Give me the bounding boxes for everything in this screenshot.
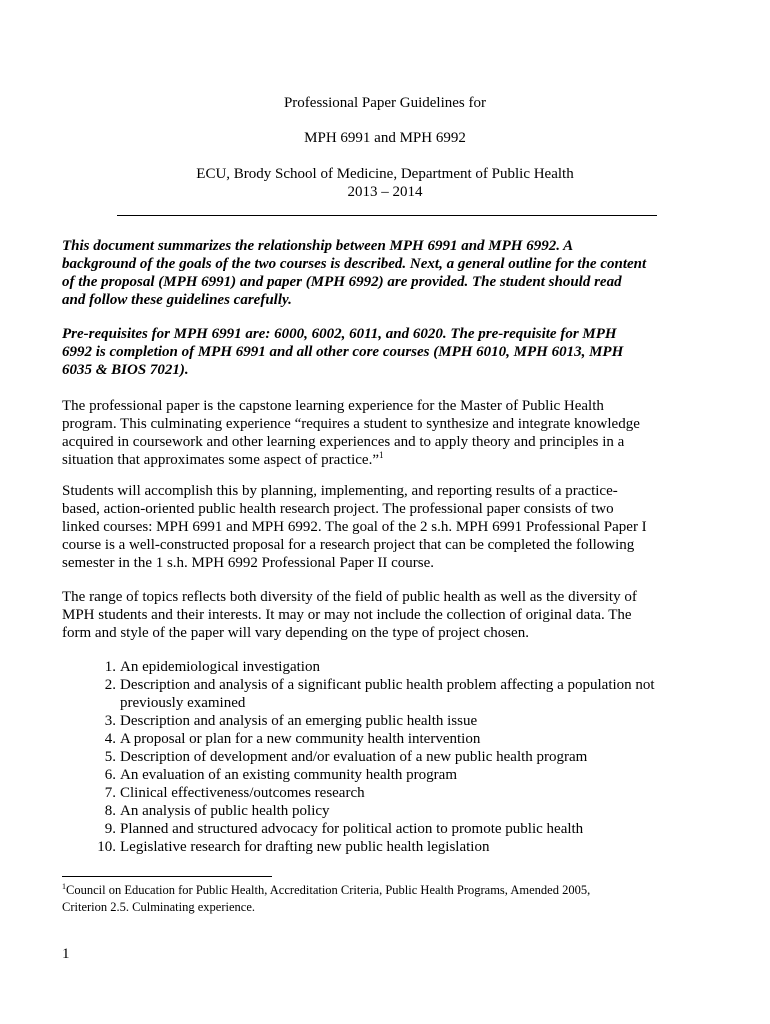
academic-years: 2013 – 2014 [347, 184, 423, 200]
intro-paragraph [62, 397, 688, 469]
list-item-number: 3. [104, 713, 116, 729]
list-item [62, 676, 688, 712]
list-item-text-continued: previously examined [120, 695, 246, 711]
prerequisites-paragraph [62, 325, 688, 379]
list-item-text: Description of development and/or evaluation of a new public health program [120, 749, 588, 765]
footnote [62, 882, 702, 916]
footnote-reference: 1 [378, 450, 384, 460]
list-item-number: 10. [97, 839, 116, 855]
students-paragraph [62, 482, 688, 572]
intro-line: The professional paper is the capstone learning experience for the Master of Public Health [62, 398, 604, 414]
intro-line [62, 451, 688, 469]
intro-line: program. This culminating experience “requires a student to synthesize and integrate knowledge [62, 416, 640, 432]
list-item-number: 4. [104, 731, 116, 747]
summary-line: and follow these guidelines carefully. [62, 292, 292, 308]
list-item [62, 784, 688, 802]
list-item-number: 5. [104, 749, 116, 765]
prerequisites-line: 6035 & BIOS 7021). [62, 362, 189, 378]
list-item-text: Clinical effectiveness/outcomes research [120, 785, 365, 801]
list-item [62, 730, 688, 748]
range-line: MPH students and their interests. It may or may not include the collection of original data. The [62, 607, 632, 623]
list-item-text: An evaluation of an existing community health program [120, 767, 458, 783]
list-item [62, 766, 688, 784]
list-item-text: An analysis of public health policy [120, 803, 330, 819]
summary-line: of the proposal (MPH 6991) and paper (MPH 6992) are provided. The student should read [62, 274, 622, 290]
list-item [62, 712, 688, 730]
list-item [62, 838, 688, 856]
footnote-line-1 [62, 882, 702, 899]
list-item-text: Planned and structured advocacy for political action to promote public health [120, 821, 584, 837]
title-line-1: Professional Paper Guidelines for [283, 95, 487, 111]
list-item-text: An epidemiological investigation [120, 659, 320, 675]
title-line-2: MPH 6991 and MPH 6992 [304, 130, 466, 146]
list-item-text: Description and analysis of an emerging public health issue [120, 713, 478, 729]
header-divider [117, 215, 657, 216]
list-item [62, 820, 688, 838]
prerequisites-line: 6992 is completion of MPH 6991 and all other core courses (MPH 6010, MPH 6013, MPH [62, 344, 624, 360]
list-item-number: 9. [104, 821, 116, 837]
students-line: based, action-oriented public health research project. The professional paper consists of two [62, 501, 614, 517]
page-number: 1 [62, 946, 70, 962]
students-line: Students will accomplish this by planning, implementing, and reporting results of a practice- [62, 483, 618, 499]
footnote-text: Council on Education for Public Health, Accreditation Criteria, Public Health Programs, Amended 2005, [66, 883, 591, 897]
list-item-text: Legislative research for drafting new public health legislation [120, 839, 490, 855]
intro-last-line-text: situation that approximates some aspect of practice.” [62, 452, 379, 468]
institution-line: ECU, Brody School of Medicine, Department of Public Health [196, 166, 574, 182]
summary-line: background of the goals of the two courses is described. Next, a general outline for the content [62, 256, 647, 272]
students-line: linked courses: MPH 6991 and MPH 6992. The goal of the 2 s.h. MPH 6991 Professional Paper I [62, 519, 647, 535]
topics-list [62, 658, 688, 856]
list-item-number: 8. [104, 803, 116, 819]
range-paragraph [62, 588, 688, 642]
students-line: semester in the 1 s.h. MPH 6992 Professional Paper II course. [62, 555, 435, 571]
list-item-number: 6. [104, 767, 116, 783]
list-item [62, 802, 688, 820]
footnote-divider [62, 876, 272, 877]
footnote-marker: 1 [62, 881, 66, 891]
range-line: form and style of the paper will vary depending on the type of project chosen. [62, 625, 529, 641]
list-item-number: 2. [104, 677, 116, 693]
list-item-number: 1. [104, 659, 116, 675]
list-item-text: A proposal or plan for a new community health intervention [120, 731, 481, 747]
students-line: course is a well-constructed proposal for a research project that can be completed the following [62, 537, 635, 553]
list-item-text: Description and analysis of a significant public health problem affecting a population not [120, 677, 655, 693]
footnote-line-2: Criterion 2.5. Culminating experience. [62, 900, 256, 914]
summary-line: This document summarizes the relationship between MPH 6991 and MPH 6992. A [62, 238, 574, 254]
range-line: The range of topics reflects both diversity of the field of public health as well as the diversity of [62, 589, 637, 605]
prerequisites-line: Pre-requisites for MPH 6991 are: 6000, 6002, 6011, and 6020. The pre-requisite for MPH [62, 326, 617, 342]
list-item [62, 658, 688, 676]
list-item-number: 7. [104, 785, 116, 801]
intro-line: acquired in coursework and other learning experiences and to apply theory and principles in a [62, 434, 625, 450]
list-item [62, 748, 688, 766]
summary-paragraph [62, 237, 688, 309]
